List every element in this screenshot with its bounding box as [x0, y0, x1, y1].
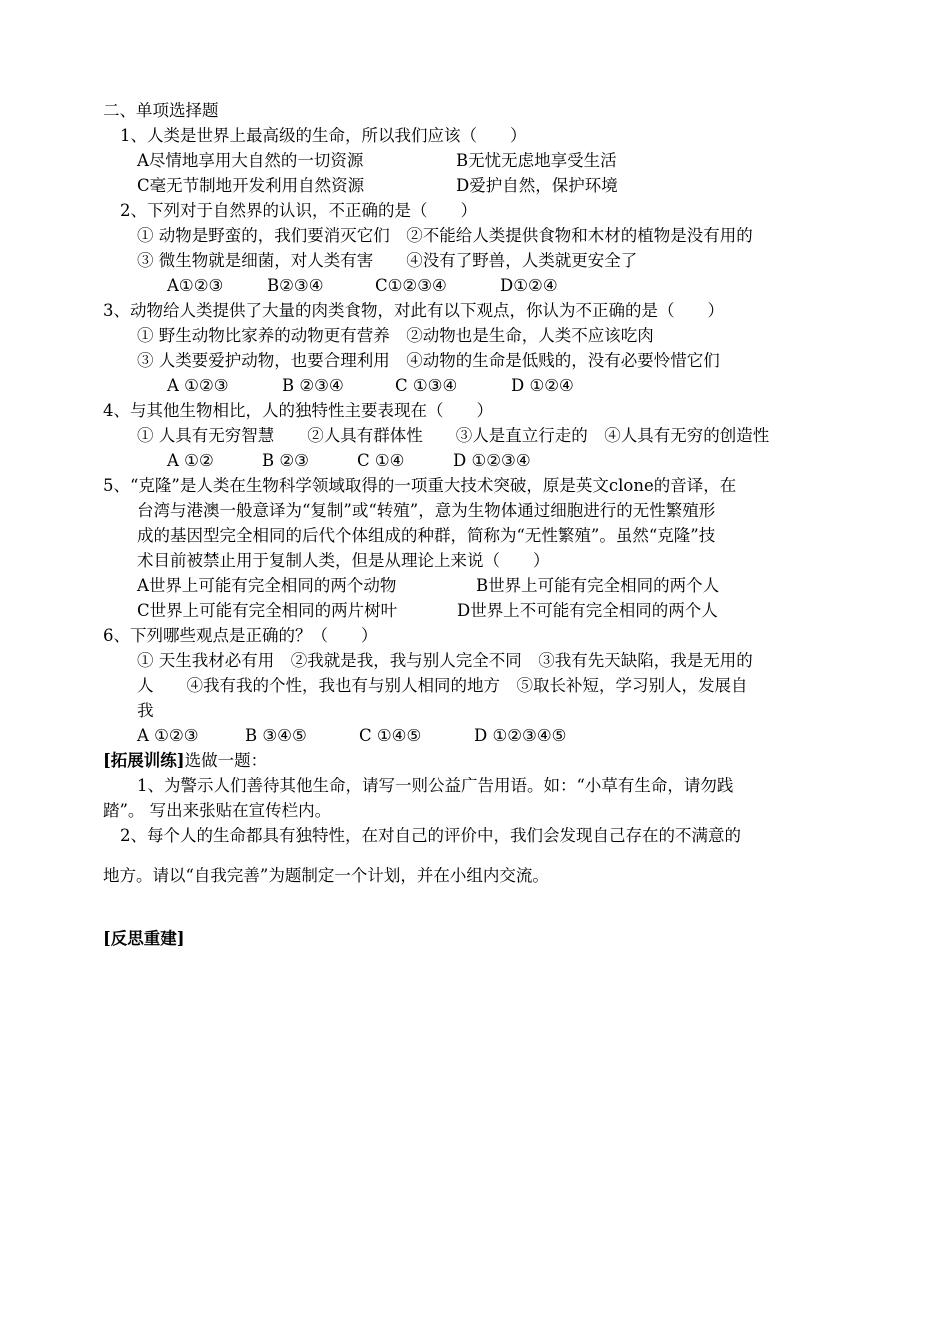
- q2-option-c: C①②③④: [375, 276, 447, 295]
- q6-statement-line2: 人 ④我有我的个性，我也有与别人相同的地方 ⑤取长补短，学习别人，发展自: [137, 676, 748, 695]
- q5-stem-line1: 5、“克隆”是人类在生物科学领域取得的一项重大技术突破，原是英文clone的音译，在: [103, 476, 737, 495]
- extension-heading: [103, 750, 267, 772]
- extension-item2-line2: 地方。请以“自我完善”为题制定一个计划，并在小组内交流。: [103, 866, 549, 885]
- q6-stem: 6、下列哪些观点是正确的？（ ）: [103, 626, 378, 645]
- extension-item1-line1: 1、为警示人们善待其他生命，请写一则公益广告用语。如：“小草有生命，请勿践: [137, 776, 734, 795]
- extension-item1-line2: 踏”。 写出来张贴在宣传栏内。: [103, 801, 332, 820]
- q4-statement-line1: ① 人具有无穷智慧 ②人具有群体性 ③人是直立行走的 ④人具有无穷的创造性: [137, 426, 770, 445]
- extension-note: 选做一题：: [184, 751, 268, 770]
- q4-option-b: B ②③: [262, 451, 309, 470]
- q6-statement-line1: ① 天生我材必有用 ②我就是我，我与别人完全不同 ③我有先天缺陷，我是无用的: [137, 651, 753, 670]
- q5-option-d: D世界上不可能有完全相同的两个人: [457, 601, 718, 620]
- q4-option-c: C ①④: [357, 451, 405, 470]
- q1-option-b: B无忧无虑地享受生活: [456, 151, 617, 170]
- q6-option-b: B ③④⑤: [245, 726, 307, 745]
- q5-option-a: A世界上可能有完全相同的两个动物: [137, 576, 397, 595]
- q3-statement-line2: ③ 人类要爱护动物，也要合理利用 ④动物的生命是低贱的，没有必要怜惜它们: [137, 351, 720, 370]
- q2-statement-line2: ③ 微生物就是细菌，对人类有害 ④没有了野兽，人类就更安全了: [137, 251, 638, 270]
- q5-stem-line4: 术目前被禁止用于复制人类，但是从理论上来说（ ）: [137, 551, 550, 570]
- q3-option-b: B ②③④: [282, 376, 344, 395]
- q3-statement-line1: ① 野生动物比家养的动物更有营养 ②动物也是生命，人类不应该吃肉: [137, 326, 654, 345]
- q1-option-c: C毫无节制地开发利用自然资源: [137, 176, 365, 195]
- q5-stem-line3: 成的基因型完全相同的后代个体组成的种群，简称为“无性繁殖”。虽然“克隆”技: [137, 526, 716, 545]
- q6-option-c: C ①④⑤: [359, 726, 422, 745]
- q1-stem: 1、人类是世界上最高级的生命，所以我们应该（ ）: [120, 126, 527, 145]
- q6-statement-line3: 我: [137, 701, 154, 720]
- section-title: 二、单项选择题: [103, 101, 219, 120]
- q3-option-a: A ①②③: [167, 376, 229, 395]
- q1-option-d: D爱护自然，保护环境: [456, 176, 618, 195]
- q4-option-a: A ①②: [167, 451, 214, 470]
- q5-option-c: C世界上可能有完全相同的两片树叶: [137, 601, 398, 620]
- q2-option-a: A①②③: [167, 276, 224, 295]
- q4-option-d: D ①②③④: [453, 451, 531, 470]
- q3-stem: 3、动物给人类提供了大量的肉类食物，对此有以下观点，你认为不正确的是（ ）: [103, 301, 724, 320]
- q2-statement-line1: ① 动物是野蛮的，我们要消灭它们 ②不能给人类提供食物和木材的植物是没有用的: [137, 226, 753, 245]
- q6-option-a: A ①②③: [137, 726, 199, 745]
- reflection-heading: [反思重建]: [103, 929, 185, 948]
- q2-option-b: B②③④: [267, 276, 324, 295]
- extension-item2-line1: 2、每个人的生命都具有独特性，在对自己的评价中，我们会发现自己存在的不满意的: [120, 826, 741, 845]
- q4-stem: 4、与其他生物相比，人的独特性主要表现在（ ）: [103, 401, 493, 420]
- q3-option-c: C ①③④: [395, 376, 458, 395]
- q6-option-d: D ①②③④⑤: [474, 726, 567, 745]
- q1-option-a: A尽情地享用大自然的一切资源: [137, 151, 364, 170]
- extension-label: [拓展训练]: [103, 751, 185, 770]
- q3-option-d: D ①②④: [511, 376, 574, 395]
- q2-stem: 2、下列对于自然界的认识，不正确的是（ ）: [120, 201, 477, 220]
- q2-option-d: D①②④: [500, 276, 558, 295]
- q5-option-b: B世界上可能有完全相同的两个人: [476, 576, 720, 595]
- q5-stem-line2: 台湾与港澳一般意译为“复制”或“转殖”，意为生物体通过细胞进行的无性繁殖形: [137, 501, 716, 520]
